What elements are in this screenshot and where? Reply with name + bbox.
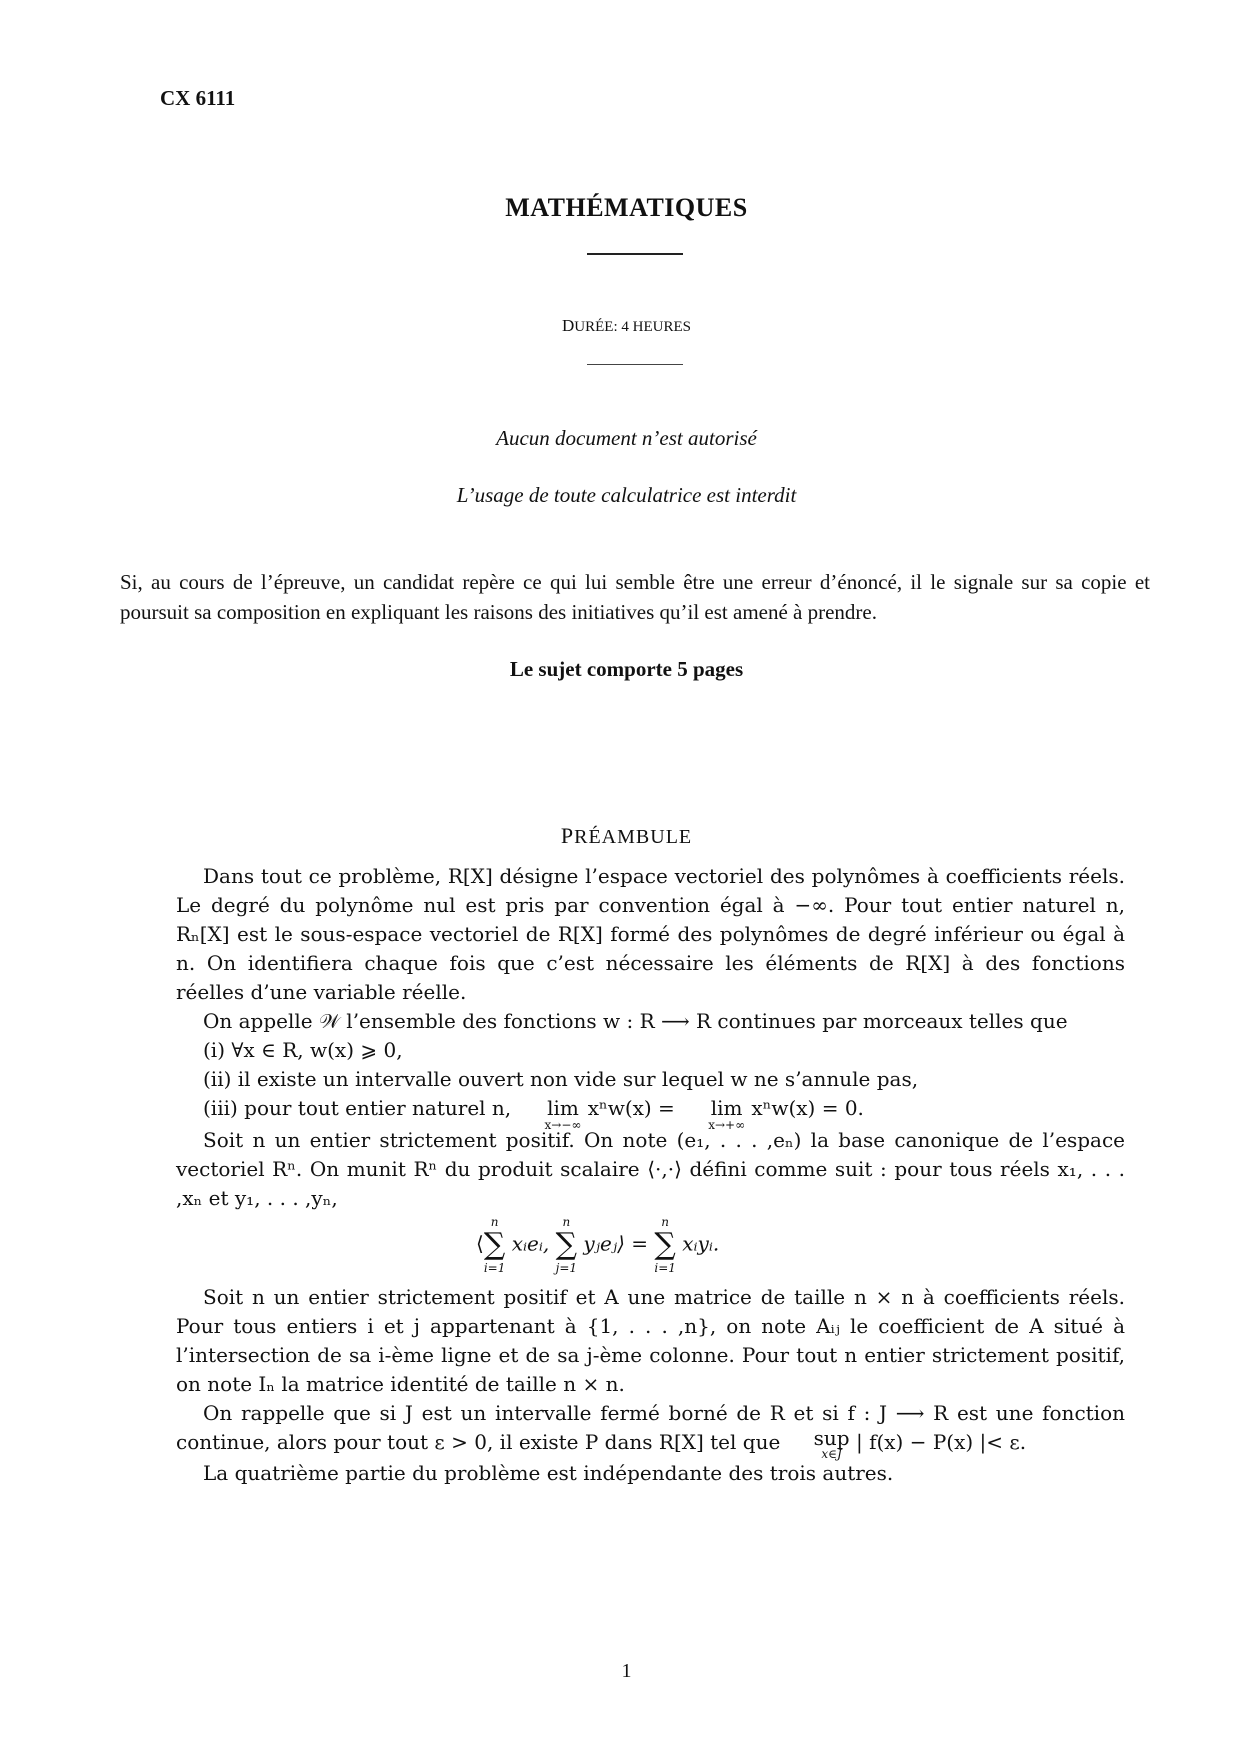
sum-lower: i=1: [483, 1261, 506, 1275]
sum-upper: n: [661, 1215, 669, 1229]
sum-term-2: yⱼeⱼ⟩ =: [583, 1231, 648, 1256]
title-divider: [587, 253, 683, 255]
weierstrass-inequality: | f(x) − P(x) |< ε.: [855, 1430, 1027, 1454]
sum-term-1: xᵢeᵢ,: [511, 1231, 550, 1256]
paragraph-w-set: On appelle 𝒲 l’ensemble des fonctions w : R ⟶ R continues par morceaux telles que: [203, 1009, 1068, 1033]
condition-ii: (ii) il existe un intervalle ouvert non vide sur lequel w ne s’annule pas,: [203, 1067, 919, 1091]
paragraph-scalar-product: Soit n un entier strictement positif. On note (e₁, . . . ,eₙ) la base canonique de l’espace vectoriel Rⁿ. On munit Rⁿ du produit scalaire ⟨·,·⟩ défini comme suit : pour tous réels x₁, . . . ,xₙ et y₁, . . . ,yₙ,: [176, 1128, 1125, 1210]
paragraph-weierstrass: [176, 1399, 1125, 1459]
paragraph-matrix: Soit n un entier strictement positif et A une matrice de taille n × n à coefficients réels. Pour tous entiers i et j appartenant à {1, . . . ,n}, on note Aᵢⱼ le coefficient de A situé à l’intersection de sa i-ème ligne et de sa j-ème colonne. Pour tout n entier strictement positif, on note Iₙ la matrice identité de taille n × n.: [176, 1285, 1125, 1396]
duration-rest: URÉE: 4 HEURES: [574, 319, 691, 335]
condition-iii-text: (iii) pour tout entier naturel n,: [203, 1096, 512, 1120]
duration-divider: [587, 364, 683, 365]
sum-upper: n: [490, 1215, 499, 1229]
sum-sign-i2: n ∑ i=1: [654, 1215, 676, 1275]
supremum: [787, 1428, 850, 1460]
sum-sign-i: n ∑ i=1: [483, 1215, 506, 1275]
weierstrass-text: On rappelle que si J est un intervalle fermé borné de R et si f : J ⟶ R est une fonction continue, alors pour tout ε > 0, il existe P dans R[X] tel que: [176, 1401, 1125, 1454]
lim-label: lim: [710, 1096, 743, 1120]
sum-upper: n: [562, 1215, 571, 1229]
lim-subscript: x→−∞: [544, 1118, 582, 1132]
error-notice: Si, au cours de l’épreuve, un candidat repère ce qui lui semble être une erreur d’énoncé, il le signale sur sa copie et poursuit sa composition en expliquant les raisons des initiatives qu’il est amené à prendre.: [120, 570, 1150, 624]
exam-code: CX 6111: [160, 86, 236, 110]
sum-term-3: xᵢyᵢ.: [682, 1231, 720, 1256]
lim-label: lim: [547, 1096, 579, 1120]
sum-lower: j=1: [555, 1261, 578, 1275]
page-count-note: Le sujet comporte 5 pages: [509, 657, 744, 681]
w-definition: [176, 1007, 1125, 1132]
sum-sign-j: n ∑ j=1: [555, 1215, 578, 1275]
duration-first-letter: D: [562, 316, 575, 335]
scalar-product-formula: [176, 1213, 1125, 1283]
condition-iii-middle: xⁿw(x) =: [587, 1096, 675, 1120]
preamble-first-letter: P: [560, 823, 575, 848]
paragraph-polynomials: Dans tout ce problème, R[X] désigne l’espace vectoriel des polynômes à coefficients réels. Le degré du polynôme nul est pris par convention égal à −∞. Pour tout entier naturel n, Rₙ[X] est le sous-espace vectoriel de R[X] formé des polynômes de degré inférieur ou égal à n. On identifiera chaque fois que c’est nécessaire les éléments de R[X] à des fonctions réelles d’une variable réelle.: [176, 864, 1125, 1004]
condition-iii: [176, 1094, 1125, 1132]
condition-i: (i) ∀x ∈ R, w(x) ⩾ 0,: [203, 1038, 403, 1062]
sum-lower: i=1: [654, 1261, 676, 1275]
angle-bracket: ⟨: [476, 1231, 484, 1256]
preamble-rest: RÉAMBULE: [574, 826, 693, 848]
rule-no-calculator: L’usage de toute calculatrice est interdit: [456, 483, 797, 507]
rule-no-documents: Aucun document n’est autorisé: [496, 426, 757, 450]
page-number: 1: [621, 1660, 632, 1682]
condition-iii-end: xⁿw(x) = 0.: [751, 1096, 864, 1120]
sup-subscript: x∈J: [821, 1447, 842, 1461]
limit-plus-infinity: [681, 1094, 745, 1131]
formula-line: [476, 1215, 719, 1275]
lim-subscript: x→+∞: [708, 1118, 746, 1132]
page-title: MATHÉMATIQUES: [505, 193, 748, 222]
preamble-body: [176, 862, 1125, 1488]
limit-minus-infinity: [518, 1094, 582, 1131]
preamble-heading: [0, 823, 1253, 849]
sup-label: sup: [813, 1426, 850, 1450]
duration-line: [0, 316, 1253, 336]
paragraph-part-four: La quatrième partie du problème est indépendante des trois autres.: [203, 1461, 894, 1485]
